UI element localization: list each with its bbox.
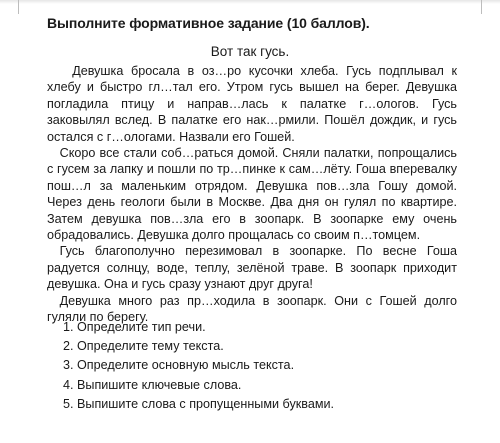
story-paragraph: Девушка много раз пр…ходила в зоопарк. Они с Гошей долго гуляли по берегу. [47,293,457,325]
page-corner-mark-right [481,0,482,14]
story-paragraph: Девушка бросала в оз…ро кусочки хлеба. Гусь подплывал к хлебу и быстро гл…тал его. Утром гусь вышел на берег. Девушка погладила птицу и направ…лась к палатке г…ологов. Гусь заковылял вслед. В палатке его нак…рмили. Пошёл дождик, и гусь остался с г…ологами. Назвали его Гошей. [47,64,457,144]
task-item: 2. Определите тему текста. [63,339,224,354]
story-text [47,63,457,326]
story-title: Вот так гусь. [210,44,290,59]
task-item: 5. Выпишите слова с пропущенными буквами. [63,396,335,411]
task-list [63,318,334,414]
task-item: 1. Определите тип речи. [63,320,206,334]
task-item: 3. Определите основную мысль текста. [63,358,295,373]
story-paragraph: Гусь благополучно перезимовал в зоопарке. По весне Гоша радуется солнцу, воде, теплу, зелёной траве. В зоопарк приходит девушка. Она и гусь сразу узнают друг друга! [47,244,457,292]
story-paragraph: Скоро все стали соб…раться домой. Сняли палатки, попрощались с гусем за лапку и пошли по тр…пинке к сам…лёту. Гоша вперевалку пош…л за маленьким отрядом. Девушка пов…зла Гошу домой. Через день геологи были в Москве. Два дня он гулял по квартире. Затем девушка пов…зла его в зоопарк. В зоопарке ему очень обрадовались. Девушка долго прощалась со своим п…томцем. [47,146,457,243]
page-top-edge [0,0,500,4]
task-item: 4. Выпишите ключевые слова. [63,377,242,392]
assignment-heading: Выполните формативное задание (10 баллов). [47,15,370,31]
page-corner-mark-left [18,0,19,14]
